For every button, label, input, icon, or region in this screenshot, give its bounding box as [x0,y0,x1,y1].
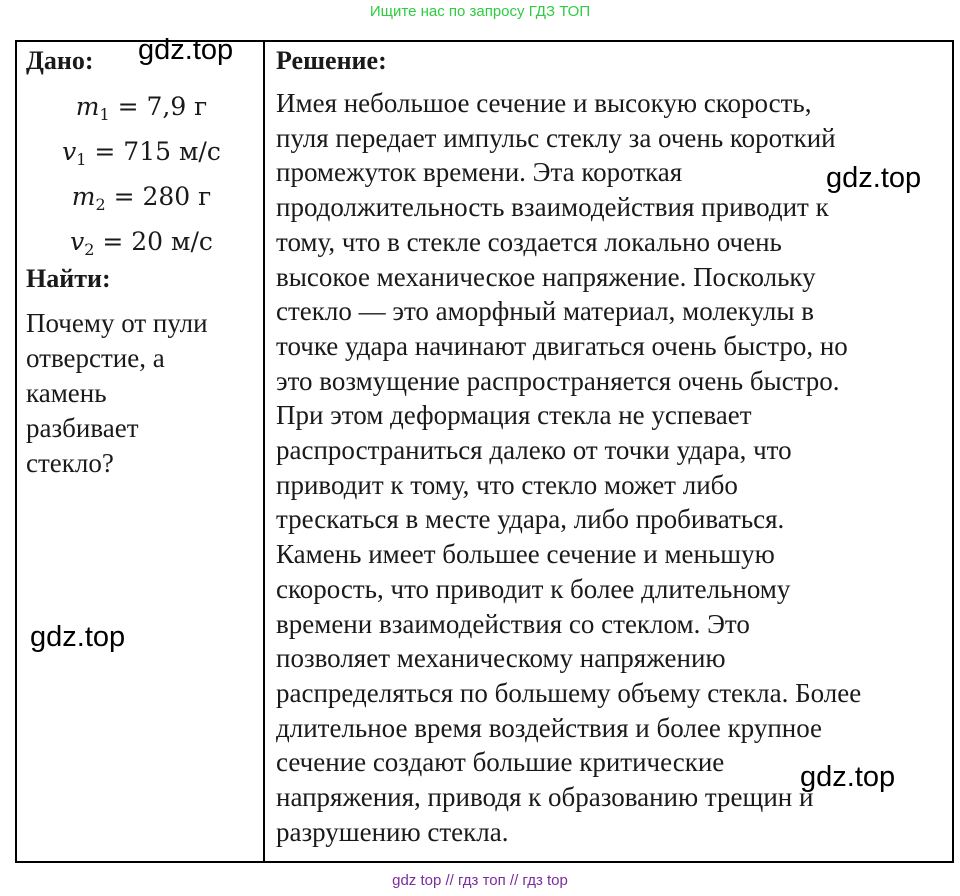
watermark: gdz.top [800,761,896,793]
formula-m2: $m_2 = 280$ г [71,182,212,214]
formula-v1: $v_1 = 715$ м/с [62,137,221,169]
column-divider [263,40,265,863]
watermark: gdz.top [30,621,126,653]
footer-links[interactable]: gdz top // гдз топ // гдз top [392,872,568,889]
given-formulas [20,84,263,264]
find-title: Найти: [26,264,111,293]
solution-text: Имея небольшое сечение и высокую скорость, пуля передает импульс стеклу за очень короткий промежуток времени. Эта короткая продолжительность взаимодействия приводит к тому, что в стекле создается локально очень высокое механическое напряжение. Поскольку стекло — это аморфный материал, молекулы в точке удара начинают двигаться очень быстро, но это возмущение распространяется очень быстро. При этом деформация стекла не успевает распространиться далеко от точки удара, что приводит к тому, что стекло может либо трескаться в месте удара, либо пробиваться. Камень имеет большее сечение и меньшую скорость, что приводит к более длительному времени взаимодействия со стеклом. Это позволяет механическому напряжению распределяться по большему объему стекла. Более длительное время воздействия и более крупное сечение создают большие критические напряжения, приводя к образованию трещин и разрушению стекла. [276,88,862,847]
formula-v2: $v_2 = 20$ м/с [70,227,213,259]
question-text: Почему от пули отверстие, а камень разбивает стекло? [26,308,208,478]
given-title: Дано: [26,46,94,75]
solution-title: Решение: [276,46,387,75]
watermark: gdz.top [826,162,922,194]
watermark: gdz.top [138,34,234,66]
promo-banner[interactable]: Ищите нас по запросу ГДЗ ТОП [369,3,591,20]
formula-m1: $m_1 = 7,9$ г [75,92,208,124]
